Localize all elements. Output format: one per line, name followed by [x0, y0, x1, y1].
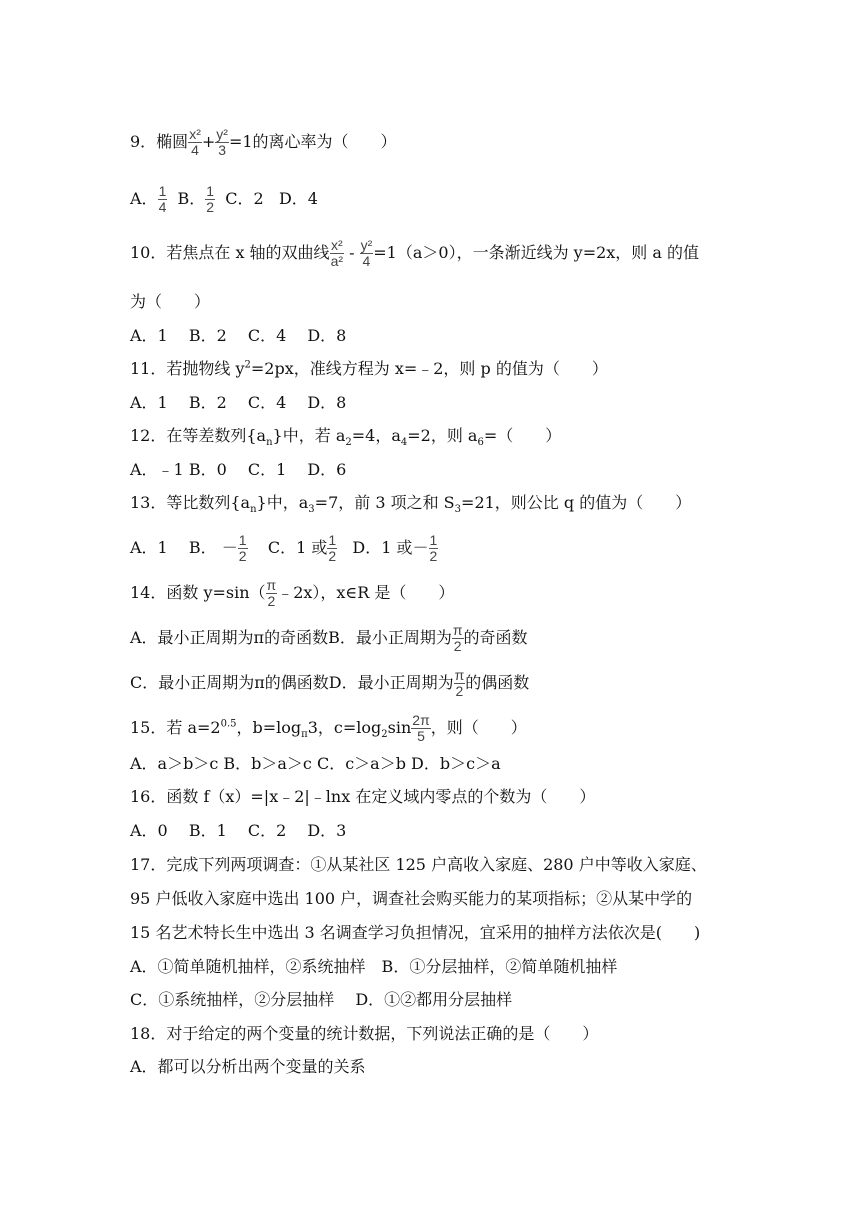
question-12: 12．在等差数列$\{a_n\}$中，若 $a_2=4$，$a_4=2$，则 $a_6=$（ ） — [130, 426, 562, 449]
question-13: 13．等比数列$\{a_n\}$中，$a_3=7$，前 3 项之和 $S_3=21$，则公比 q 的值为（ ） — [130, 493, 692, 516]
question-9-options: A． $\frac{1}{4}$ B． $\frac{1}{2}$ C．2 D．4 — [130, 183, 318, 215]
fraction: $\frac{\text{x²}}{4}$ — [189, 126, 201, 158]
fraction: $\frac{1}{2}$ — [206, 183, 215, 215]
question-11-options: A．1 B．2 C．4 D．8 — [130, 393, 347, 412]
fraction: $\frac{1}{2}$ — [328, 532, 337, 564]
question-17-options-cd: C．①系统抽样，②分层抽样 D．①②都用分层抽样 — [130, 990, 513, 1009]
question-10-line2: 为（ ） — [130, 292, 211, 311]
question-18: 18．对于给定的两个变量的统计数据，下列说法正确的是（ ） — [130, 1024, 599, 1043]
fraction: $\frac{\text{y²}}{3}$ — [216, 126, 228, 158]
question-17-line1: 17．完成下列两项调查：①从某社区 125 户高收入家庭、280 户中等收入家庭、 — [130, 855, 707, 874]
question-16: 16．函数 f（x）=|x﹣2|﹣lnx 在定义域内零点的个数为（ ） — [130, 787, 596, 806]
question-16-options: A．0 B．1 C．2 D．3 — [130, 821, 347, 840]
fraction: $\frac{\pi}{2}$ — [452, 622, 463, 654]
fraction: $\frac{2\pi}{5}$ — [412, 712, 430, 744]
fraction: $\frac{\text{y²}}{4}$ — [360, 237, 373, 269]
question-17-line3: 15 名艺术特长生中选出 3 名调查学习负担情况，宜采用的抽样方法依次是( ) — [130, 923, 701, 942]
question-14: 14．函数 y=sin（ $\frac{\pi}{2}$ ﹣2x），x∈R 是（ ） — [130, 577, 455, 609]
question-10-options: A．1 B．2 C．4 D．8 — [130, 326, 347, 345]
question-18-option-a: A．都可以分析出两个变量的关系 — [130, 1057, 366, 1076]
fraction: $\frac{1}{2}$ — [238, 532, 247, 564]
fraction: $\frac{\pi}{2}$ — [454, 667, 465, 699]
question-12-options: A．﹣1 B．0 C．1 D．6 — [130, 460, 347, 479]
question-10: 10．若焦点在 x 轴的双曲线 $\frac{\text{x²}}{\text{a²}}$ - $\frac{\text{y²}}{4}$ =1（a＞0），一条渐近线为 y=2x，则 a 的值 — [130, 237, 700, 269]
fraction: $\frac{\text{x²}}{\text{a²}}$ — [330, 237, 344, 269]
question-17-options-ab: A．①简单随机抽样，②系统抽样 B．①分层抽样，②简单随机抽样 — [130, 957, 618, 976]
question-15: 15．若 $a=2^{0.5}$，$b=\log_\pi 3$，$c=\log_2\sin$ $\frac{2\pi}{5}$ ，则（ ） — [130, 712, 527, 744]
question-14-options-cd: C．最小正周期为π的偶函数D．最小正周期为 $\frac{\pi}{2}$ 的偶函数 — [130, 667, 530, 699]
question-11: 11．若抛物线 $y^2=2px$，准线方程为 x=﹣2，则 p 的值为（ ） — [130, 359, 608, 378]
fraction: $\frac{1}{2}$ — [429, 532, 438, 564]
question-9: 9．椭圆 $\frac{\text{x²}}{4}$ + $\frac{\text{y²}}{3}$ =1的离心率为（ ） — [130, 126, 397, 158]
question-17-line2: 95 户低收入家庭中选出 100 户，调查社会购买能力的某项指标；②从某中学的 — [130, 889, 693, 908]
question-15-options: A．a＞b＞c B．b＞a＞c C．c＞a＞b D．b＞c＞a — [130, 754, 501, 773]
question-13-options: A．1 B． － $\frac{1}{2}$ C．1 或 $\frac{1}{2}$ D．1 或－ $\frac{1}{2}$ — [130, 532, 438, 564]
fraction: $\frac{1}{4}$ — [158, 183, 167, 215]
question-14-options-ab: A．最小正周期为π的奇函数B．最小正周期为 $\frac{\pi}{2}$ 的奇函数 — [130, 622, 528, 654]
fraction: $\frac{\pi}{2}$ — [266, 577, 277, 609]
